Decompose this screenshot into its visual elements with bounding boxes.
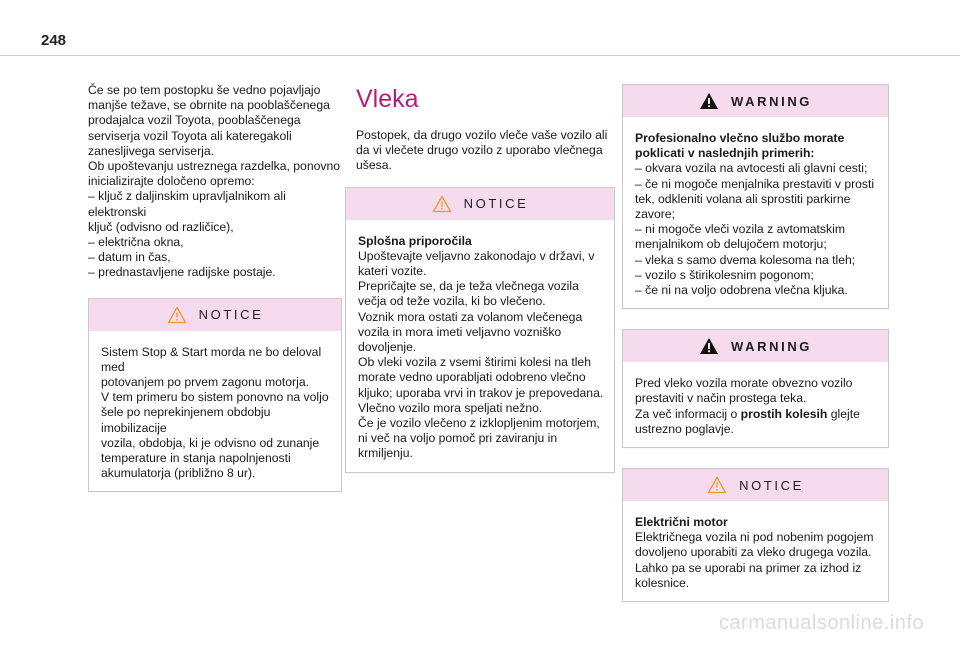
text-line: prodajalca vozil Toyota, pooblaščenega: [88, 113, 301, 128]
text-line: vozila in mora imeti veljavno vozniško: [358, 324, 562, 339]
text-line: prestaviti v način prostega teka.: [635, 391, 807, 406]
notice-box: [622, 468, 889, 602]
warning-outline-icon: [167, 306, 187, 324]
text-line: – če ni na voljo odobrena vlečna kljuka.: [635, 283, 848, 298]
text-line: – vozilo s štirikolesnim pogonom;: [635, 267, 814, 282]
text-line: zavore;: [635, 207, 675, 222]
warning-filled-icon: [699, 92, 719, 110]
text-line: – datum in čas,: [88, 250, 171, 265]
text-line: krmiljenju.: [358, 446, 413, 461]
text-line: Prepričajte se, da je teža vlečnega vozila: [358, 279, 579, 294]
notice-box: [88, 298, 342, 493]
text-line: – električna okna,: [88, 235, 184, 250]
text-line: Sistem Stop & Start morda ne bo deloval med: [101, 344, 322, 374]
notice-box: [345, 187, 615, 473]
text-line: da vi vlečete drugo vozilo z uporabo vlečnega: [356, 143, 603, 158]
text-line: – okvara vozila na avtocesti ali glavni cesti;: [635, 161, 868, 176]
watermark: carmanualsonline.info: [718, 612, 924, 634]
text-line: morate vedno uporabljati odobreno vlečno: [358, 370, 586, 385]
text-line: tek, odkleniti volana ali sprostiti parkirne: [635, 191, 851, 206]
text-line: akumulatorja (približno 8 ur).: [101, 466, 256, 481]
text-line: Če se po tem postopku še vedno pojavljajo: [88, 83, 321, 97]
text-line: zanesljivega serviserja.: [88, 143, 214, 158]
text-line: ušesa.: [356, 158, 392, 173]
text-line: potovanjem po prvem zagonu motorja.: [101, 375, 309, 390]
text-line: Pred vleko vozila morate obvezno vozilo: [635, 376, 853, 391]
text-line: – vleka s samo dvema kolesoma na tleh;: [635, 252, 856, 267]
text-line: – če ni mogoče menjalnika prestaviti v prosti: [635, 176, 875, 191]
notice-header: [623, 469, 888, 501]
text-span: glejte: [827, 406, 860, 421]
notice-body: [346, 220, 614, 472]
header-divider: [0, 55, 960, 56]
warning-filled-icon: [699, 337, 719, 355]
text-line: kateri vozite.: [358, 264, 427, 279]
warning-header: [623, 85, 888, 117]
warning-title: WARNING: [730, 93, 813, 109]
text-line: [635, 407, 879, 422]
text-line: – prednastavljene radijske postaje.: [88, 265, 276, 280]
intro-paragraph: [356, 128, 615, 174]
notice-body: [623, 501, 888, 601]
section-title: Vleka: [356, 85, 419, 113]
warning-box: [622, 84, 889, 309]
text-line: Vlečno vozilo mora speljati nežno.: [358, 400, 543, 415]
text-line: V tem primeru bo sistem ponovno na voljo: [101, 390, 329, 405]
notice-header: [346, 188, 614, 220]
text-line: Voznik mora ostati za volanom vlečenega: [358, 309, 583, 324]
warning-outline-icon: [707, 476, 727, 494]
notice-title: NOTICE: [463, 196, 529, 212]
text-line: ni več na voljo pomoč pri zaviranju in: [358, 431, 558, 446]
text-line: kolesnice.: [635, 575, 690, 590]
notice-title: NOTICE: [739, 477, 804, 493]
text-span: Za več informacij o: [635, 406, 741, 421]
notice-title: NOTICE: [198, 307, 264, 323]
text-line: inicializirajte določeno opremo:: [88, 174, 255, 189]
text-line: – ključ z daljinskim upravljalnikom ali elektronski: [88, 189, 286, 219]
text-line: Ob vleki vozila z vsemi štirimi kolesi na tleh: [358, 355, 591, 370]
warning-body: [623, 362, 888, 447]
warning-box: [622, 329, 889, 448]
notice-heading: Splošna priporočila: [358, 233, 472, 248]
text-line: serviserja vozil Toyota ali kateregakoli: [88, 128, 292, 143]
warning-heading: poklicati v naslednjih primerih:: [635, 146, 815, 161]
notice-body: [89, 331, 341, 492]
text-line: dovoljenje.: [358, 340, 417, 355]
cross-reference: prostih kolesih: [740, 406, 828, 421]
text-line: ustrezno poglavje.: [635, 421, 734, 436]
warning-header: [623, 330, 888, 362]
text-line: Lahko pa se uporabi na primer za izhod iz: [635, 560, 862, 575]
notice-header: [89, 299, 341, 331]
column-1: [88, 83, 342, 512]
warning-outline-icon: [432, 195, 452, 213]
text-line: večja od teže vozila, ki bo vlečeno.: [358, 294, 546, 309]
column-2: [345, 83, 615, 493]
text-line: menjalnikom ob delujočem motorju;: [635, 237, 827, 252]
text-line: temperature in stanja napolnjenosti: [101, 451, 291, 466]
text-line: vozila, obdobja, ki je odvisno od zunanje: [101, 435, 320, 450]
text-line: – ni mogoče vleči vozila z avtomatskim: [635, 222, 845, 237]
text-line: Upoštevajte veljavno zakonodajo v državi, v: [358, 248, 595, 263]
text-line: Postopek, da drugo vozilo vleče vaše vozilo ali: [356, 128, 608, 142]
warning-body: [623, 117, 888, 308]
page-number: 248: [41, 32, 67, 49]
text-line: manjše težave, se obrnite na pooblaščenega: [88, 98, 330, 113]
text-line: Če je vozilo vlečeno z izklopljenim motorjem,: [358, 416, 600, 431]
warning-title: WARNING: [730, 338, 813, 354]
text-line: kljuko; uporaba vrvi in trakov je prepovedana.: [358, 385, 604, 400]
intro-paragraph: [88, 83, 342, 281]
text-line: Električnega vozila ni pod nobenim pogojem: [635, 530, 874, 545]
warning-heading: Profesionalno vlečno službo morate: [635, 131, 845, 145]
text-line: ključ (odvisno od različice),: [88, 219, 234, 234]
text-line: dovoljeno uporabiti za vleko drugega vozila.: [635, 545, 872, 560]
column-3: [622, 84, 889, 622]
notice-heading: Električni motor: [635, 515, 728, 530]
text-line: Ob upoštevanju ustreznega razdelka, ponovno: [88, 159, 341, 174]
text-line: šele po neprekinjenem obdobju imobilizacije: [101, 405, 271, 435]
